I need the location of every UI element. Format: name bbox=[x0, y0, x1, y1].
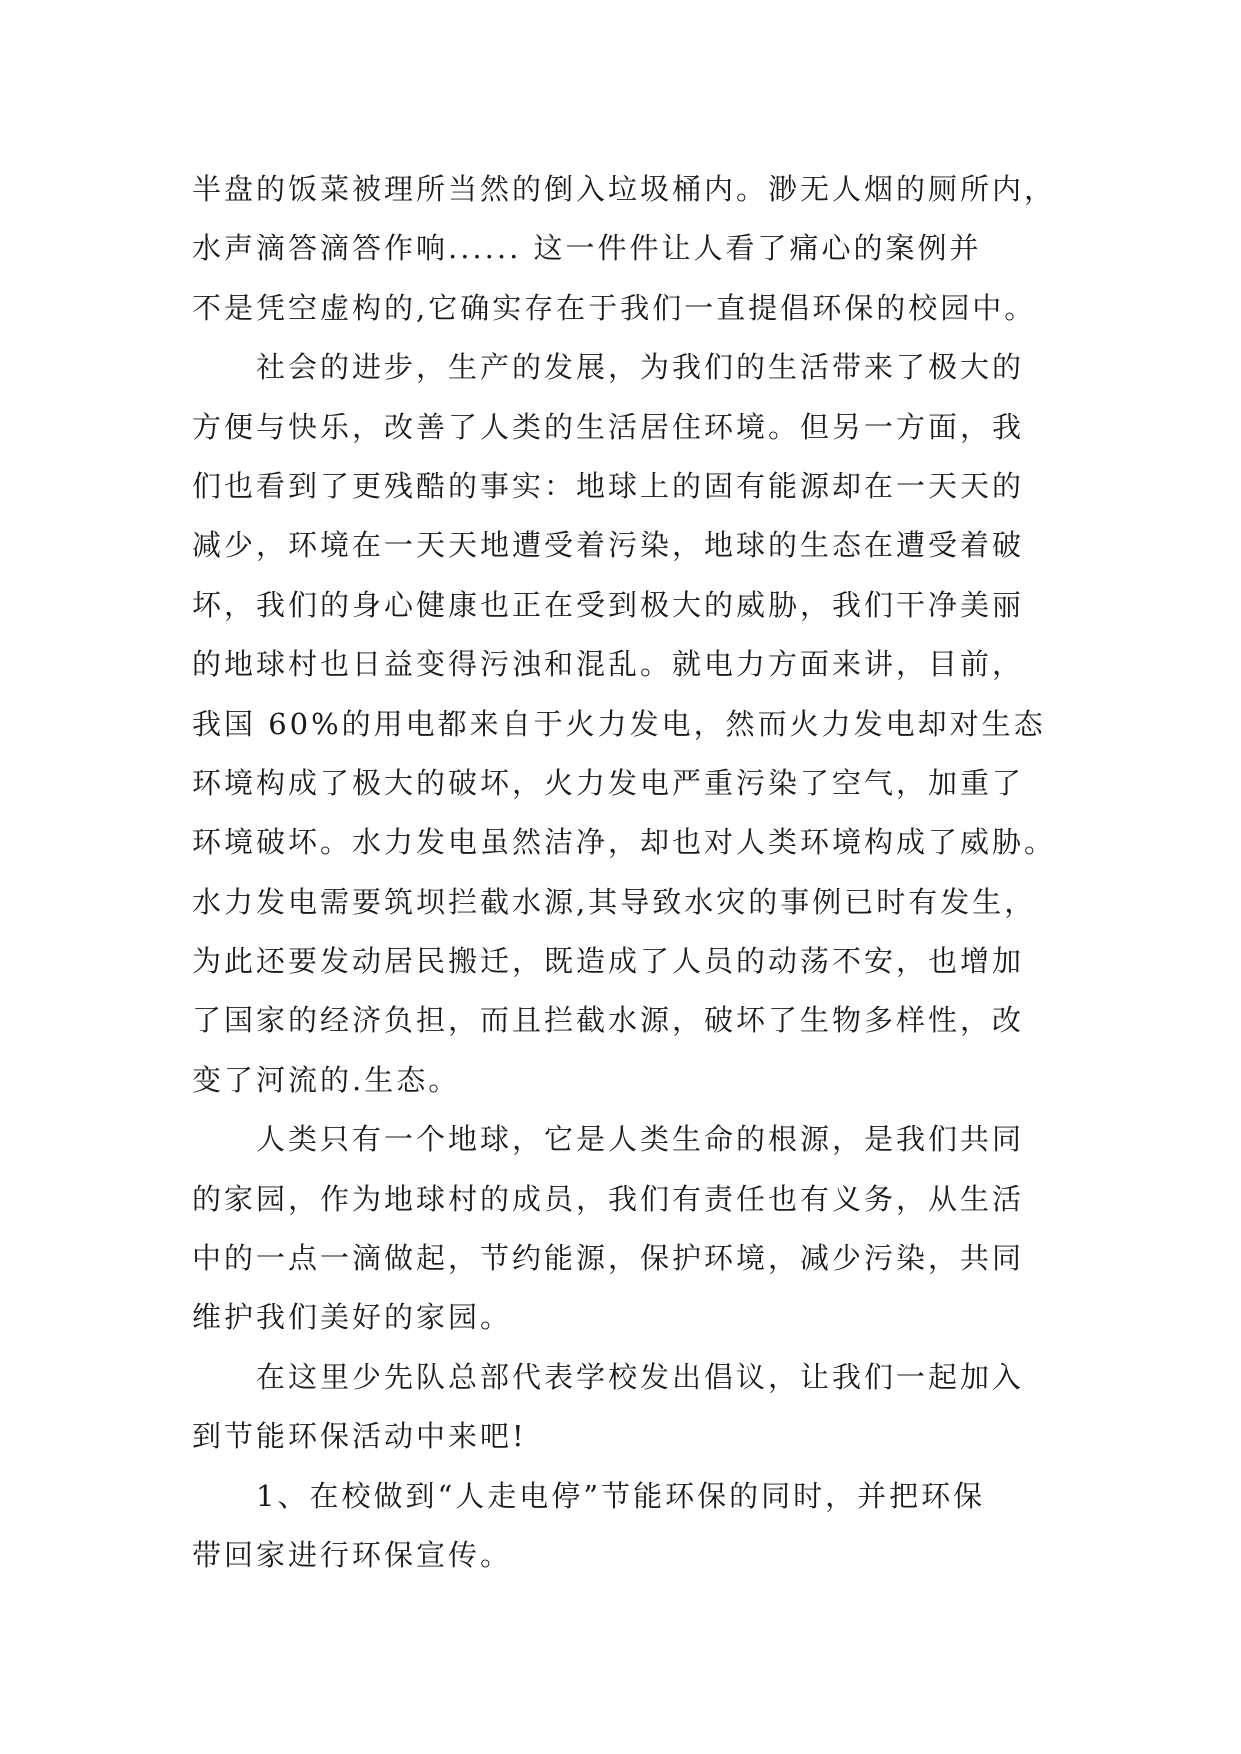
text-line: 环境构成了极大的破坏，火力发电严重污染了空气，加重了 bbox=[192, 765, 1025, 800]
text-line: 水力发电需要筑坝拦截水源,其导致水灾的事例已时有发生， bbox=[192, 884, 1037, 919]
text-line: 的家园，作为地球村的成员，我们有责任也有义务，从生活 bbox=[192, 1181, 1025, 1216]
text-line: 水声滴答滴答作响...... 这一件件让人看了痛心的案例并 bbox=[192, 231, 982, 266]
text-line: 变了河流的.生态。 bbox=[192, 1062, 461, 1097]
text-line: 减少，环境在一天天地遭受着污染，地球的生态在遭受着破 bbox=[192, 528, 1025, 563]
paragraph-start-line: 在这里少先队总部代表学校发出倡议，让我们一起加入 bbox=[256, 1359, 1025, 1394]
document-body bbox=[192, 160, 1092, 1585]
text-line: 方便与快乐，改善了人类的生活居住环境。但另一方面，我 bbox=[192, 409, 1025, 444]
text-line: 半盘的饭菜被理所当然的倒入垃圾桶内。渺无人烟的厕所内， bbox=[192, 172, 1057, 206]
text-line: 为此还要发动居民搬迁，既造成了人员的动荡不安，也增加 bbox=[192, 944, 1025, 979]
text-line: 维护我们美好的家园。 bbox=[192, 1300, 513, 1335]
paragraph-start-line: 社会的进步，生产的发展，为我们的生活带来了极大的 bbox=[256, 350, 1025, 385]
text-line: 环境破坏。水力发电虽然洁净，却也对人类环境构成了威胁。 bbox=[192, 825, 1057, 860]
text-line: 不是凭空虚构的,它确实存在于我们一直提倡环保的校园中。 bbox=[192, 290, 1037, 325]
text-line: 到节能环保活动中来吧! bbox=[192, 1419, 527, 1454]
text-line: 中的一点一滴做起，节约能源，保护环境，减少污染，共同 bbox=[192, 1241, 1025, 1276]
text-line: 坏，我们的身心健康也正在受到极大的威胁，我们干净美丽 bbox=[192, 587, 1025, 622]
text-line: 们也看到了更残酷的事实：地球上的固有能源却在一天天的 bbox=[192, 468, 1025, 503]
text-line: 带回家进行环保宣传。 bbox=[192, 1537, 513, 1572]
list-item-line: 1、在校做到“人走电停”节能环保的同时，并把环保 bbox=[256, 1478, 986, 1513]
text-line: 我国 60%的用电都来自于火力发电，然而火力发电却对生态 bbox=[192, 706, 1046, 741]
text-line: 了国家的经济负担，而且拦截水源，破坏了生物多样性，改 bbox=[192, 1003, 1025, 1038]
text-line: 的地球村也日益变得污浊和混乱。就电力方面来讲，目前， bbox=[192, 647, 1025, 682]
paragraph-start-line: 人类只有一个地球，它是人类生命的根源，是我们共同 bbox=[256, 1122, 1025, 1157]
